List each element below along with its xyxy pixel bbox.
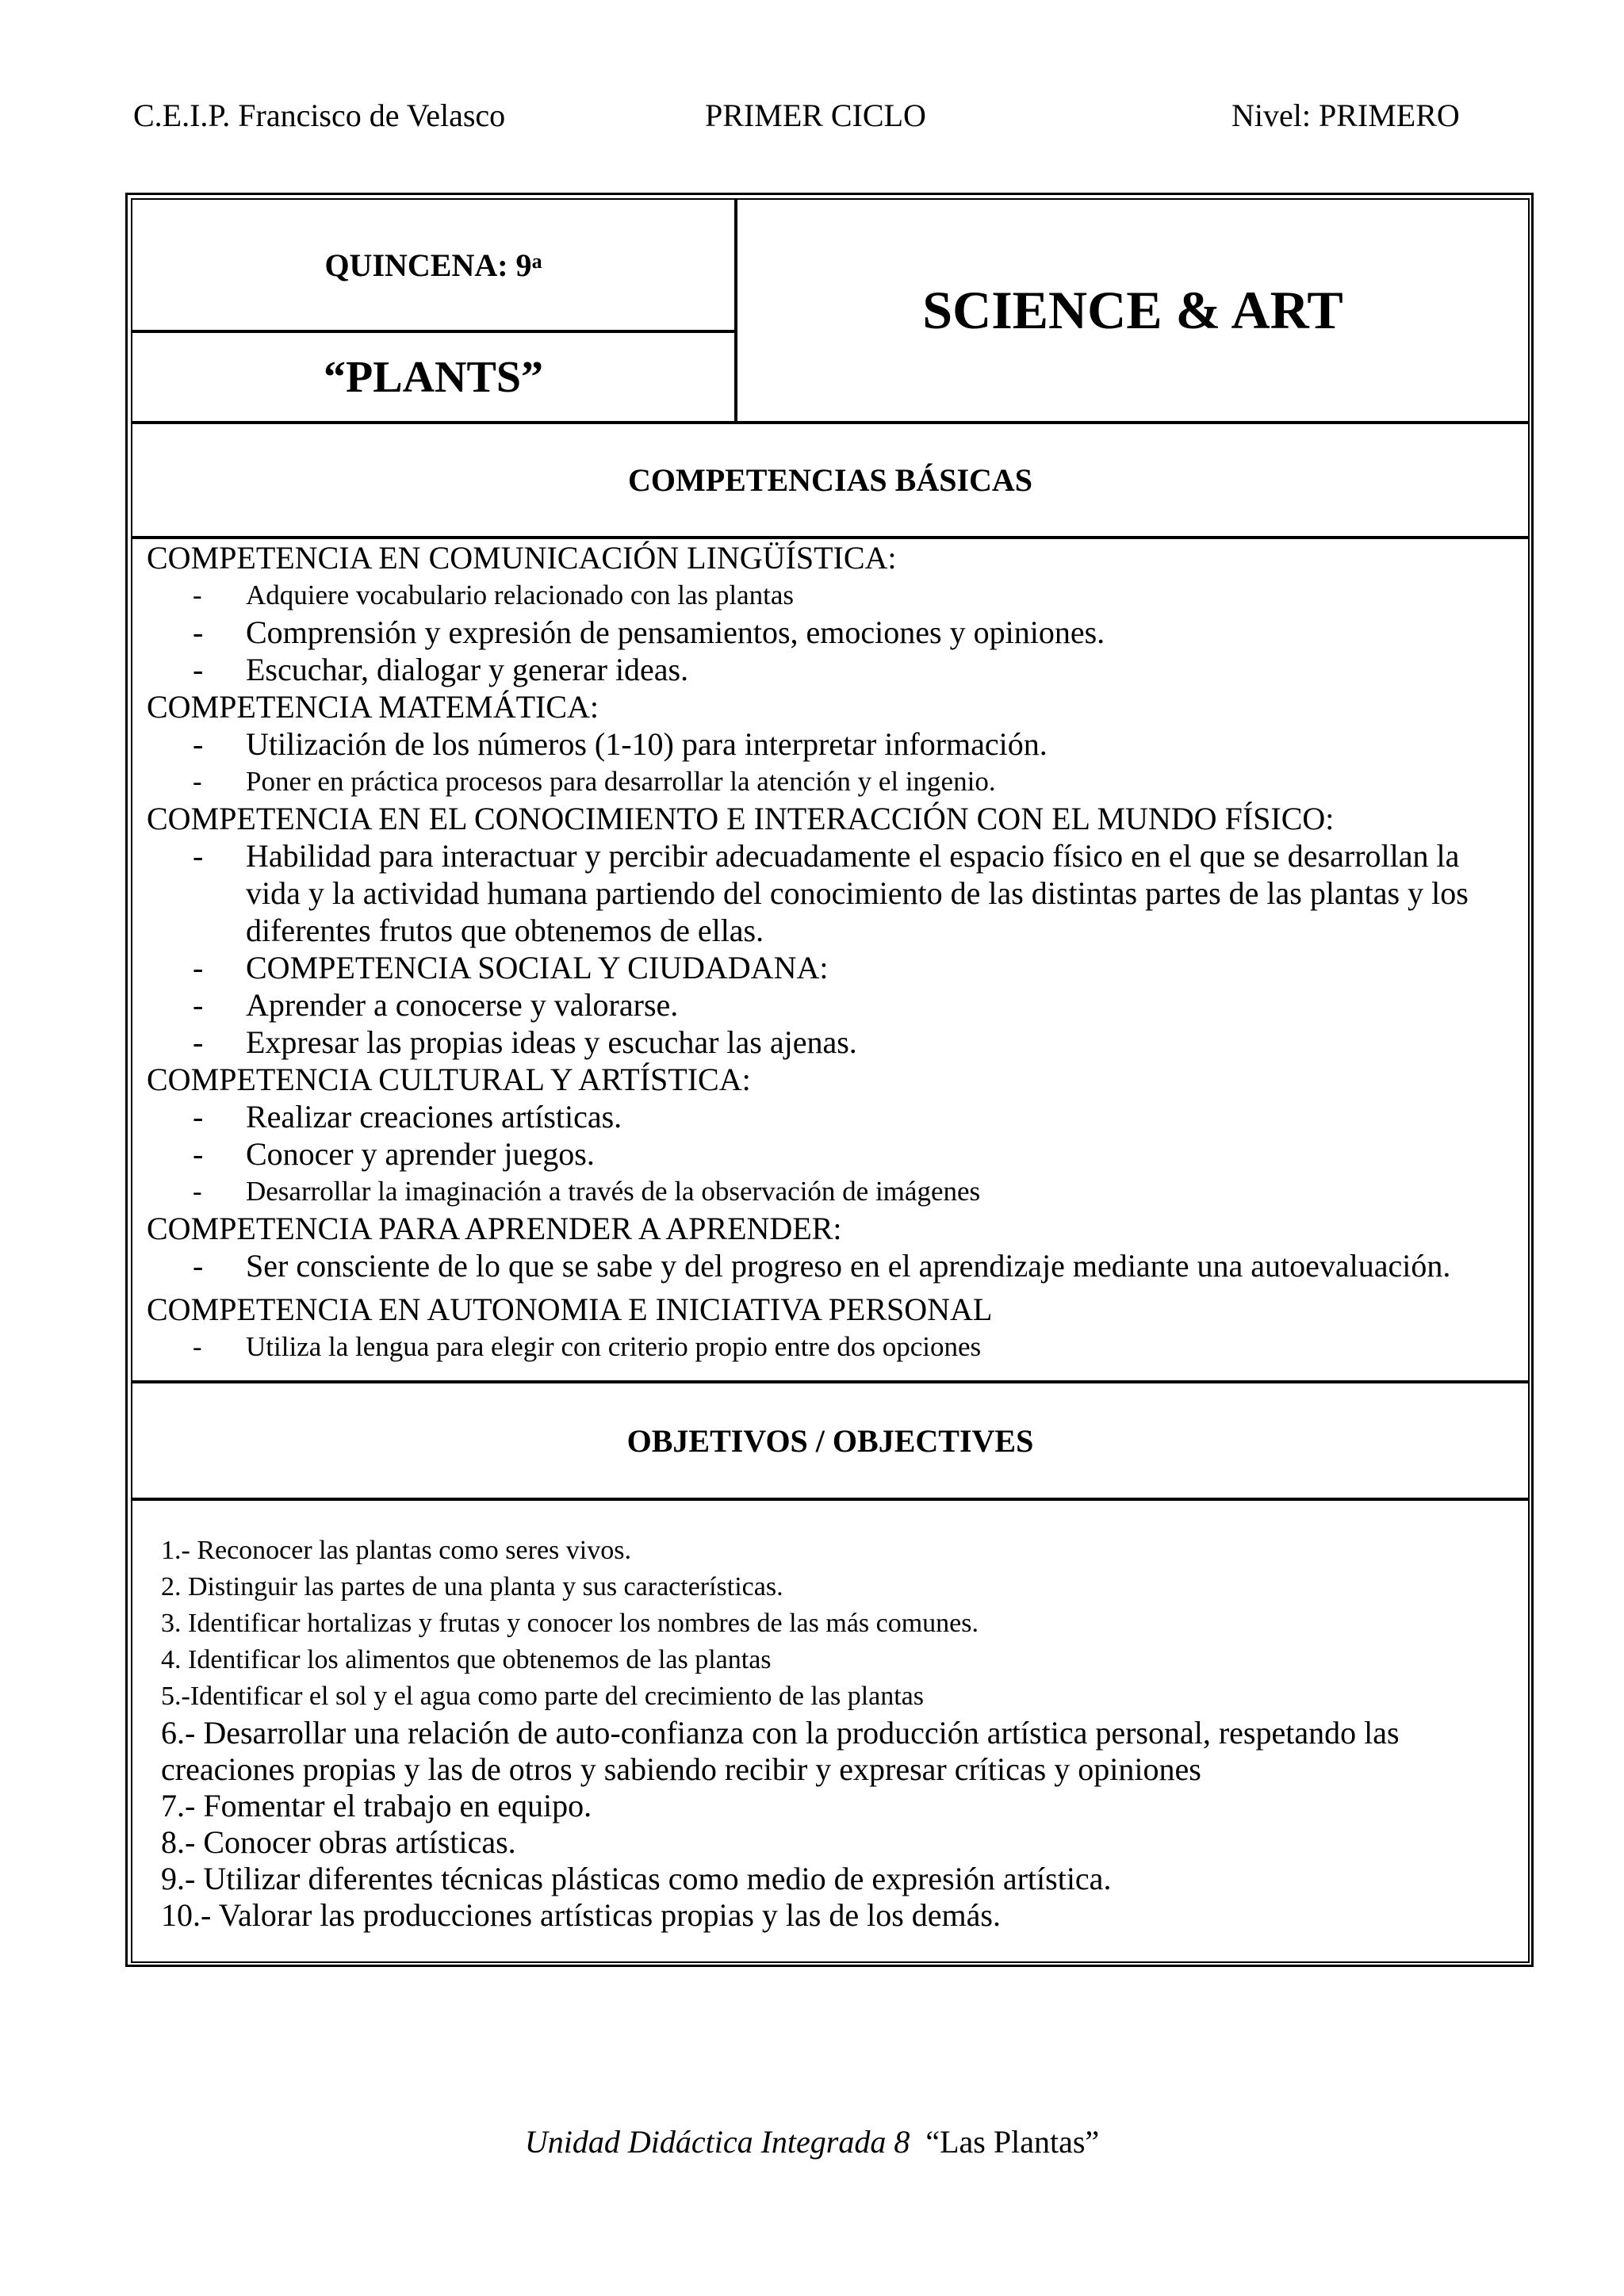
competencia-item: - COMPETENCIA SOCIAL Y CIUDADANA: [132, 949, 1528, 986]
objetivos-body [131, 1499, 1530, 1963]
competencia-title: COMPETENCIA EN AUTONOMIA E INICIATIVA PERSONAL [147, 1292, 993, 1327]
objective-item: 8.- Conocer obras artísticas. [161, 1824, 516, 1860]
competencia-item: - Poner en práctica procesos para desarrollar la atención y el ingenio. [132, 763, 1528, 800]
competencias-heading: COMPETENCIAS BÁSICAS [627, 462, 1033, 498]
page-footer [0, 2120, 1624, 2164]
objective-item: 10.- Valorar las producciones artísticas propias y las de los demás. [161, 1897, 1001, 1933]
subject-title: SCIENCE & ART [922, 280, 1343, 340]
footer-title: “Las Plantas” [925, 2124, 1100, 2160]
competencias-heading-cell [131, 423, 1530, 538]
objetivos-heading: OBJETIVOS / OBJECTIVES [626, 1422, 1034, 1459]
header-school: C.E.I.P. Francisco de Velasco [133, 98, 506, 133]
quincena-label: QUINCENA: 9 [324, 247, 532, 283]
competencia-item: - Comprensión y expresión de pensamientos, emociones y opiniones. [132, 614, 1528, 651]
objetivos-heading-cell [131, 1382, 1530, 1499]
objective-item: 2. Distinguir las partes de una planta y sus características. [161, 1572, 783, 1601]
competencia-item: - Ser consciente de lo que se sabe y del progreso en el aprendizaje mediante una autoevaluación. [132, 1247, 1528, 1284]
unit-table [125, 193, 1534, 1967]
objective-item: 3. Identificar hortalizas y frutas y conocer los nombres de las más comunes. [161, 1609, 979, 1638]
competencias-list [132, 539, 1528, 1365]
competencia-item: - Expresar las propias ideas y escuchar las ajenas. [132, 1024, 1528, 1061]
footer-unit: Unidad Didáctica Integrada 8 [524, 2124, 910, 2160]
header-cycle: PRIMER CICLO [705, 98, 926, 133]
competencia-item: - Utiliza la lengua para elegir con criterio propio entre dos opciones [132, 1328, 1528, 1365]
objective-item: 1.- Reconocer las plantas como seres vivos. [161, 1536, 631, 1565]
objective-item: 4. Identificar los alimentos que obtenemos de las plantas [161, 1645, 772, 1674]
competencia-item: - Escuchar, dialogar y generar ideas. [132, 651, 1528, 688]
objetivos-list [132, 1501, 1528, 1934]
subject-cell [736, 198, 1530, 423]
competencia-item: - Habilidad para interactuar y percibir adecuadamente el espacio físico en el que se desarrollan la vida y la actividad humana partiendo del conocimiento de las distintas partes de las plantas y los diferentes frutos que obtenemos de ellas. [132, 837, 1528, 949]
competencia-item: - Conocer y aprender juegos. [132, 1135, 1528, 1173]
competencia-item: - Realizar creaciones artísticas. [132, 1098, 1528, 1135]
quincena-cell [131, 198, 736, 331]
competencia-title: COMPETENCIA CULTURAL Y ARTÍSTICA: [147, 1062, 751, 1097]
competencia-title: COMPETENCIA PARA APRENDER A APRENDER: [147, 1211, 842, 1246]
competencia-title: COMPETENCIA MATEMÁTICA: [147, 689, 599, 725]
topic-cell [131, 331, 736, 423]
objective-item: 5.-Identificar el sol y el agua como parte del crecimiento de las plantas [161, 1682, 924, 1711]
quincena-ordinal: a [531, 250, 542, 273]
competencia-item: - Desarrollar la imaginación a través de la observación de imágenes [132, 1173, 1528, 1210]
competencia-item: - Aprender a conocerse y valorarse. [132, 986, 1528, 1024]
competencias-body [131, 538, 1530, 1382]
competencia-title: COMPETENCIA EN COMUNICACIÓN LINGÜÍSTICA: [147, 540, 897, 576]
objective-item: 6.- Desarrollar una relación de auto-confianza con la producción artística personal, respetando las creaciones propias y las de otros y sabiendo recibir y expresar críticas y opiniones [161, 1715, 1400, 1787]
competencia-item: - Utilización de los números (1-10) para interpretar información. [132, 725, 1528, 763]
competencia-title: COMPETENCIA EN EL CONOCIMIENTO E INTERACCIÓN CON EL MUNDO FÍSICO: [147, 801, 1335, 836]
competencia-item: - Adquiere vocabulario relacionado con las plantas [132, 576, 1528, 614]
topic-title: “PLANTS” [324, 352, 543, 402]
header-level: Nivel: PRIMERO [1231, 98, 1460, 133]
objective-item: 7.- Fomentar el trabajo en equipo. [161, 1788, 592, 1823]
objective-item: 9.- Utilizar diferentes técnicas plásticas como medio de expresión artística. [161, 1861, 1112, 1896]
